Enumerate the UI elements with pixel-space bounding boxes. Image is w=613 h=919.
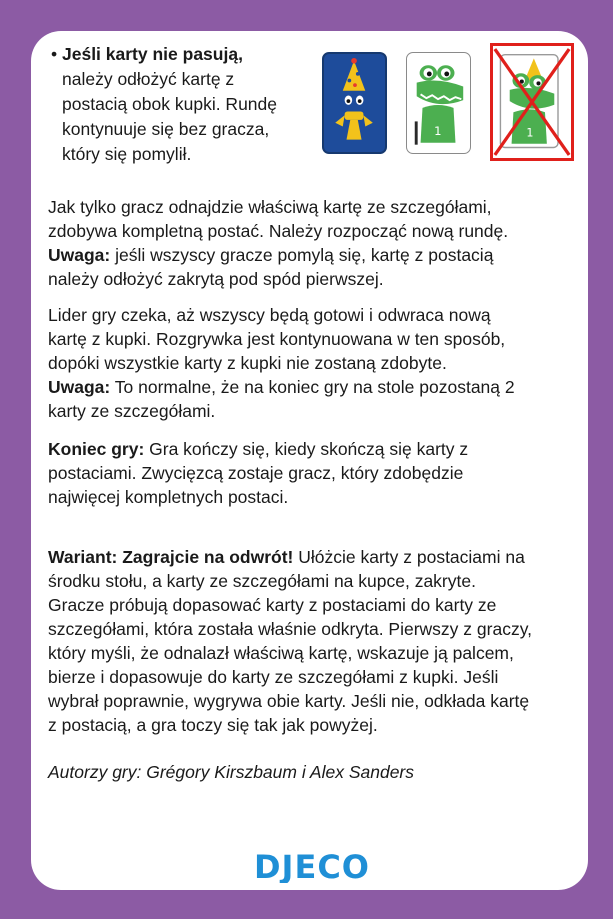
svg-text:1: 1 (526, 126, 534, 140)
rules-card (31, 31, 588, 890)
paragraph-line: karty ze szczegółami. (48, 401, 216, 421)
note-text: To normalne, że na koniec gry na stole pozostaną 2 (110, 377, 515, 397)
wrong-match-line: należy odłożyć kartę z (62, 69, 235, 89)
variant-text: Ułóżcie karty z postaciami na (293, 547, 525, 567)
note-label: Uwaga: (48, 377, 111, 397)
clown-card-icon (322, 52, 387, 154)
paragraph-line: Gracze próbują dopasować karty z postaciami do karty ze (48, 595, 497, 615)
wrong-match-rule (51, 42, 323, 167)
paragraph-line: najwięcej kompletnych postaci. (48, 487, 289, 507)
variant-label: Wariant: Zagrajcie na odwrót! (48, 547, 294, 567)
round-end-paragraph (48, 195, 578, 291)
paragraph-line: środku stołu, a karty ze szczegółami na kupce, zakryte. (48, 571, 476, 591)
variant-paragraph (48, 545, 578, 737)
game-end-label: Koniec gry: (48, 439, 145, 459)
paragraph-line: bierze i dopasowuje do karty ze szczegółami z kupki. Jeśli (48, 667, 499, 687)
note-label: Uwaga: (48, 245, 111, 265)
paragraph-line: Lider gry czeka, aż wszyscy będą gotowi i odwraca nową (48, 305, 491, 325)
paragraph-line: dopóki wszystkie karty z kupki nie zostaną zdobyte. (48, 353, 447, 373)
paragraph-line: wybrał poprawnie, wygrywa obie karty. Jeśli nie, odkłada kartę (48, 691, 530, 711)
crocodile-card-icon (406, 52, 471, 154)
game-flow-paragraph (48, 303, 578, 423)
paragraph-line: postaciami. Zwycięzcą zostaje gracz, który zdobędzie (48, 463, 464, 483)
wrong-match-heading: Jeśli karty nie pasują, (62, 44, 243, 64)
paragraph-line: Jak tylko gracz odnajdzie właściwą kartę ze szczegółami, (48, 197, 492, 217)
authors-credit: Autorzy gry: Grégory Kirszbaum i Alex Sanders (48, 762, 415, 782)
paragraph-line: z postacią, a gra toczy się tak jak powyżej. (48, 715, 378, 735)
paragraph-line: który myśli, że odnalazł właściwą kartę, wskazuje ją palcem, (48, 643, 514, 663)
logo-text: DJECO (253, 849, 371, 883)
paragraph-line: zdobywa kompletną postać. Należy rozpocząć nową rundę. (48, 221, 509, 241)
wrong-match-line: kontynuuje się bez gracza, (62, 119, 270, 139)
djeco-logo (242, 849, 382, 883)
bullet-dot: • (51, 44, 58, 64)
crossed-out-card-icon (490, 43, 574, 161)
game-end-text: Gra kończy się, kiedy skończą się karty z (144, 439, 469, 459)
paragraph-line: szczegółami, która została właśnie odkryta. Pierwszy z graczy, (48, 619, 533, 639)
wrong-match-line: postacią obok kupki. Rundę (62, 94, 277, 114)
paragraph-line: kartę z kupki. Rozgrywka jest kontynuowana w ten sposób, (48, 329, 506, 349)
paragraph-line: należy odłożyć zakrytą pod spód pierwszej. (48, 269, 384, 289)
note-text: jeśli wszyscy gracze pomylą się, kartę z postacią (110, 245, 494, 265)
svg-text:1: 1 (434, 123, 442, 138)
game-end-paragraph (48, 437, 578, 509)
wrong-match-line: który się pomylił. (62, 144, 192, 164)
